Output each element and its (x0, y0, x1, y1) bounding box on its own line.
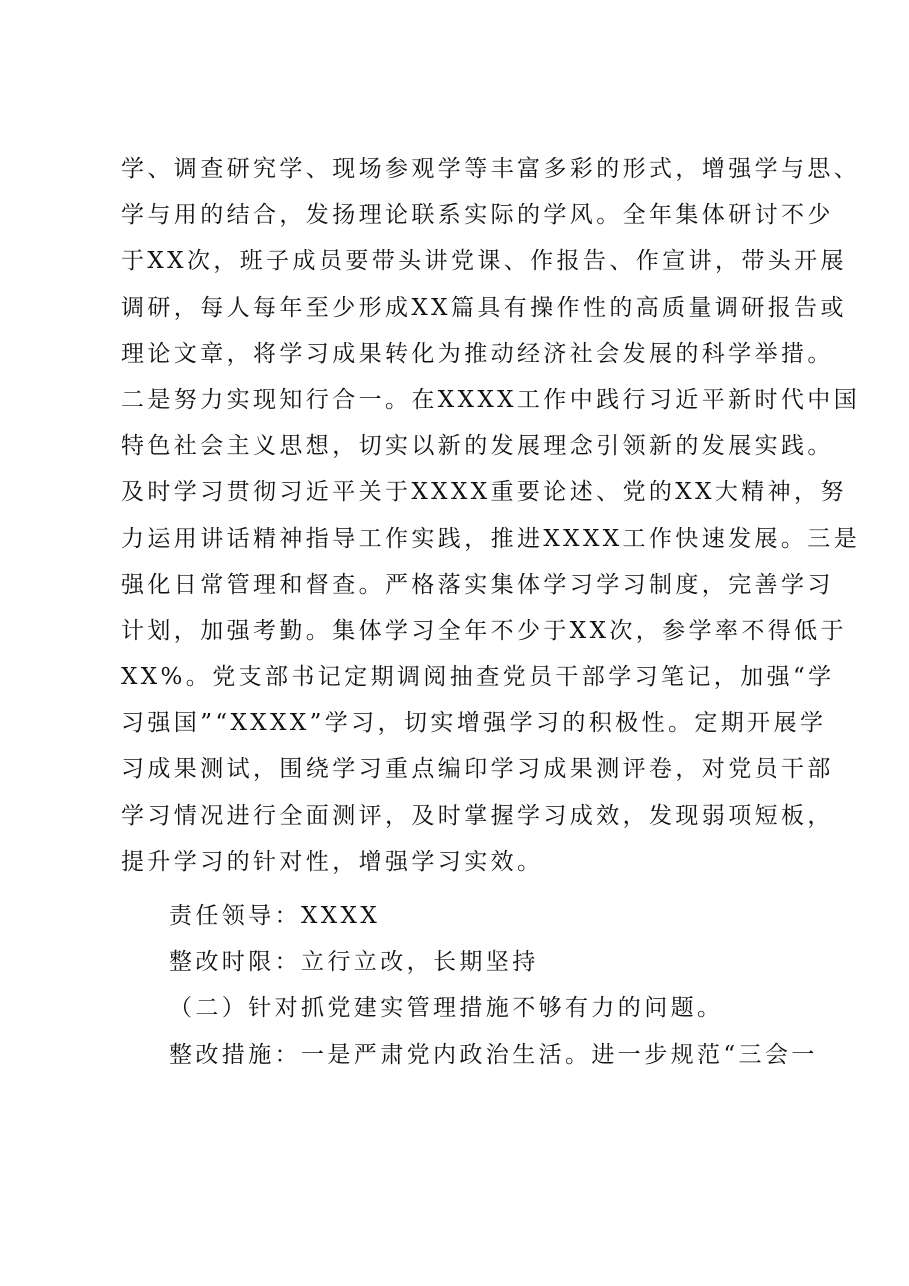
paragraph-line: 学与用的结合，发扬理论联系实际的学风。全年集体研讨不少 (121, 202, 834, 229)
paragraph-line: 提升学习的针对性，增强学习实效。 (121, 848, 544, 875)
paragraph-line: 计划，加强考勤。集体学习全年不少于XX次，参学率不得低于 (121, 617, 847, 644)
section-heading: （二）针对抓党建实管理措施不够有力的问题。 (169, 995, 724, 1022)
paragraph-line: 特色社会主义思想，切实以新的发展理念引领新的发展实践。 (121, 433, 834, 460)
paragraph-line: 习成果测试，围绕学习重点编印学习成果测评卷，对党员干部 (121, 756, 834, 783)
paragraph-line: 学习情况进行全面测评，及时掌握学习成效，发现弱项短板， (121, 802, 834, 829)
paragraph-line: 强化日常管理和督查。严格落实集体学习学习制度，完善学习 (121, 571, 834, 598)
paragraph-line: XX%。党支部书记定期调阅抽查党员干部学习笔记，加强“学 (121, 664, 835, 691)
paragraph-line: 二是努力实现知行合一。在XXXX工作中践行习近平新时代中国 (121, 386, 861, 413)
rectification-measures-line: 整改措施：一是严肃党内政治生活。进一步规范“三会一 (169, 1041, 818, 1068)
paragraph-line: 调研，每人每年至少形成XX篇具有操作性的高质量调研报告或 (121, 294, 847, 321)
paragraph-line: 及时学习贯彻习近平关于XXXX重要论述、党的XX大精神，努 (121, 479, 847, 506)
document-body (121, 146, 861, 1078)
paragraph-line: 力运用讲话精神指导工作实践，推进XXXX工作快速发展。三是 (121, 525, 861, 552)
paragraph-line: 学、调查研究学、现场参观学等丰富多彩的形式，增强学与思、 (121, 156, 861, 182)
paragraph-line: 习强国”“XXXX”学习，切实增强学习的积极性。定期开展学 (121, 710, 827, 737)
paragraph-line: 理论文章，将学习成果转化为推动经济社会发展的科学举措。 (121, 340, 834, 367)
paragraph-line: 于XX次，班子成员要带头讲党课、作报告、作宣讲，带头开展 (121, 248, 847, 275)
responsible-leader: 责任领导：XXXX (169, 903, 381, 929)
rectification-deadline: 整改时限：立行立改，长期坚持 (169, 949, 539, 976)
